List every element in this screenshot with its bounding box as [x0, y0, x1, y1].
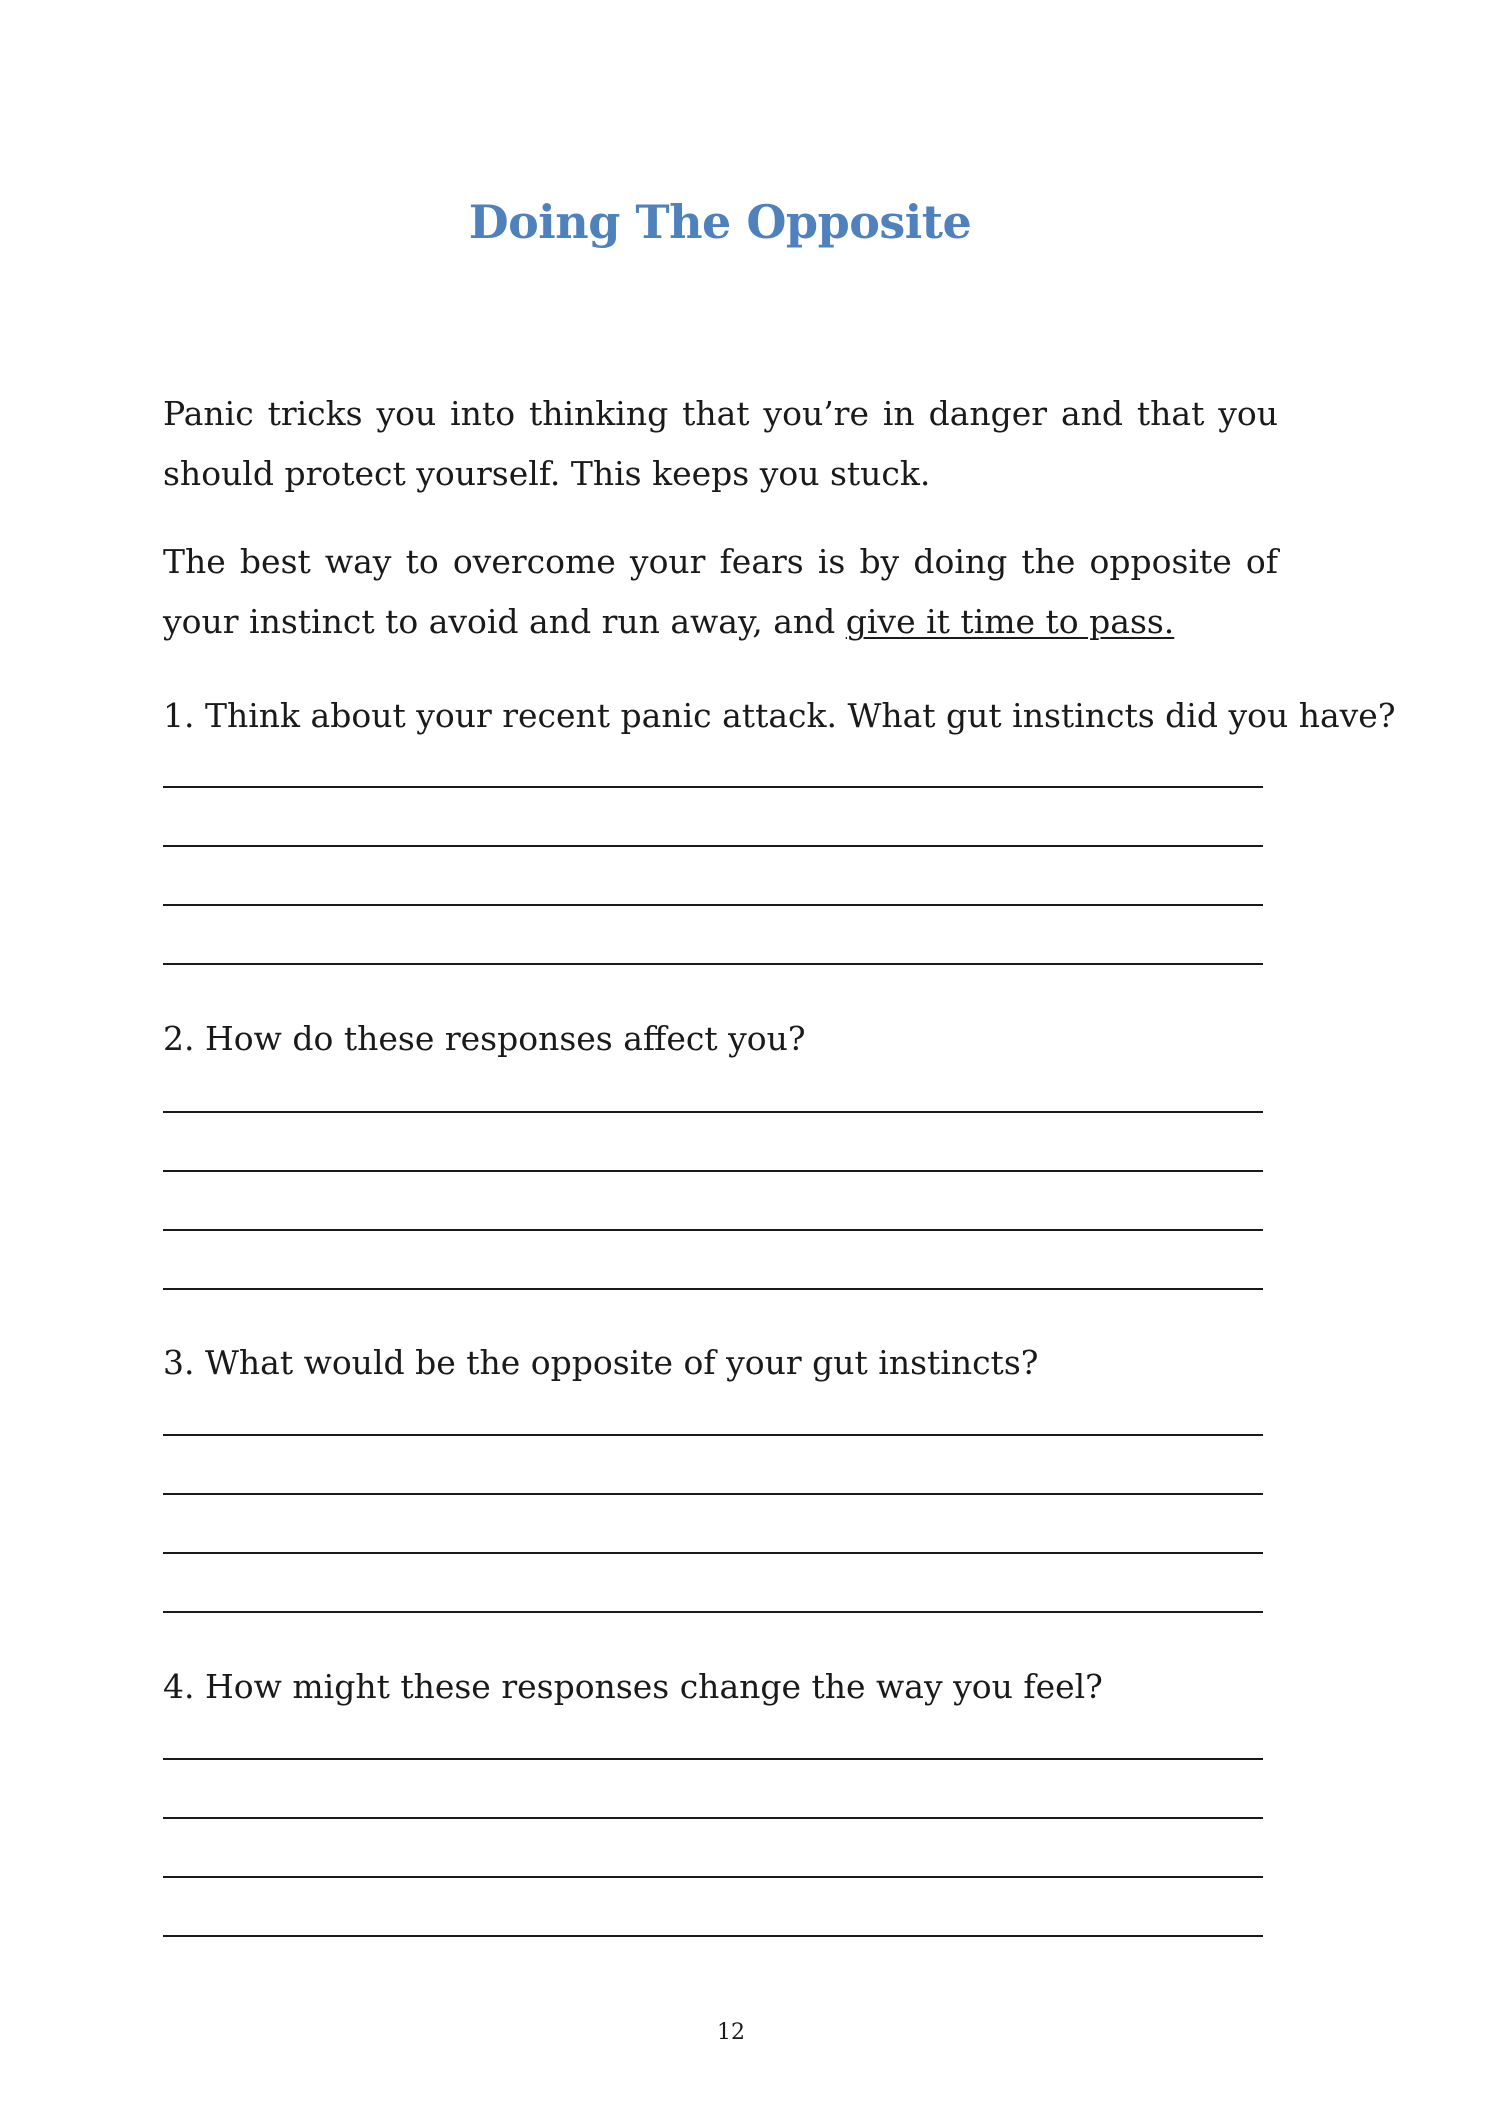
intro-paragraph-2-text: The best way to overcome your fears is by doing the opposite of your instinct to avoid and run away, and [163, 542, 1278, 641]
question-1-block [163, 694, 1396, 738]
question-3-label: 3. What would be the opposite of your gut instincts? [163, 1343, 1039, 1382]
question-4-block [163, 1665, 1263, 1709]
question-2-block [163, 1017, 1263, 1061]
answer-line[interactable] [163, 1876, 1263, 1878]
underlined-phrase: give it time to pass. [845, 602, 1175, 641]
answer-line[interactable] [163, 1288, 1263, 1290]
answer-line[interactable] [163, 845, 1263, 847]
answer-line[interactable] [163, 1434, 1263, 1436]
answer-line[interactable] [163, 1111, 1263, 1113]
answer-line[interactable] [163, 1170, 1263, 1172]
answer-line[interactable] [163, 786, 1263, 788]
question-1-label: 1. Think about your recent panic attack. What gut instincts did you have? [163, 696, 1396, 735]
answer-line[interactable] [163, 904, 1263, 906]
answer-line[interactable] [163, 1229, 1263, 1231]
answer-line[interactable] [163, 963, 1263, 965]
question-4-label: 4. How might these responses change the way you feel? [163, 1667, 1103, 1706]
answer-line[interactable] [163, 1817, 1263, 1819]
intro-paragraph-1: Panic tricks you into thinking that you’re in danger and that you should protect yourself. This keeps you stuck. [163, 394, 1278, 493]
page-title: Doing The Opposite [468, 195, 972, 249]
answer-line[interactable] [163, 1935, 1263, 1937]
page-number: 12 [717, 2020, 745, 2045]
intro-paragraph-2 [163, 532, 1278, 652]
answer-line[interactable] [163, 1493, 1263, 1495]
answer-line[interactable] [163, 1552, 1263, 1554]
question-2-label: 2. How do these responses affect you? [163, 1019, 806, 1058]
question-3-block [163, 1341, 1263, 1385]
intro-text [163, 384, 1278, 652]
answer-line[interactable] [163, 1758, 1263, 1760]
answer-line[interactable] [163, 1611, 1263, 1613]
